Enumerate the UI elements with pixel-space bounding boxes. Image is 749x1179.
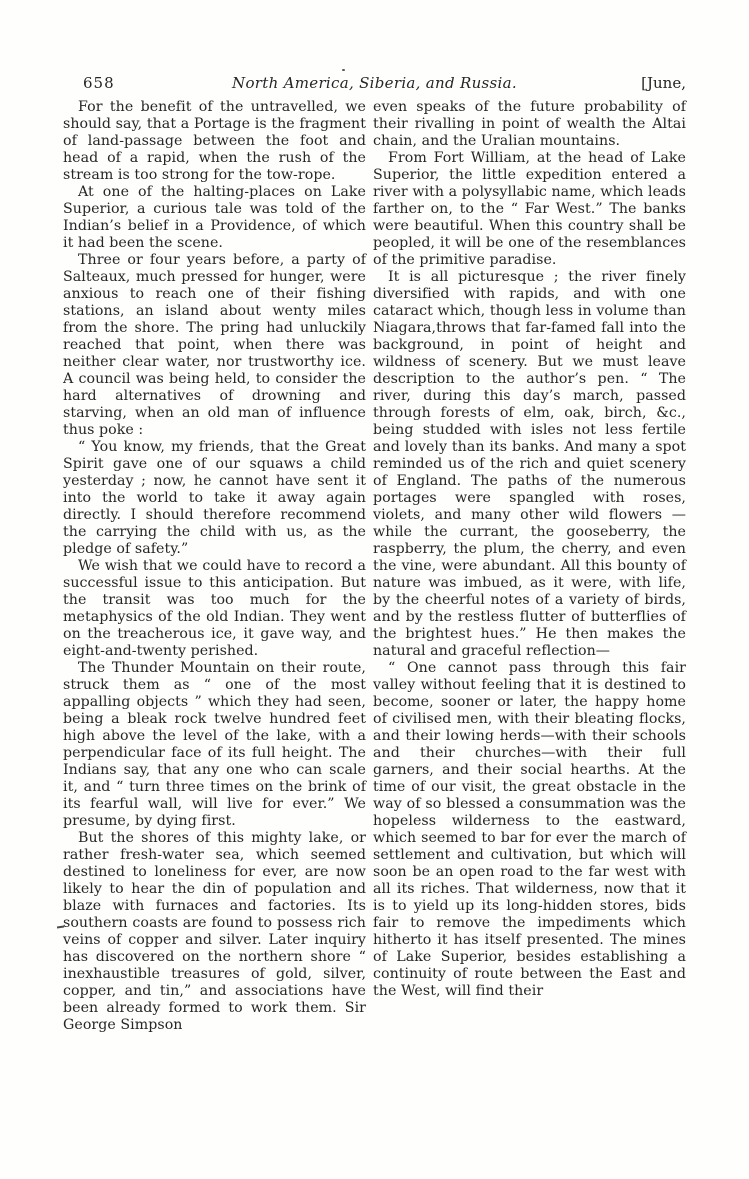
paragraph: We wish that we could have to record a successful issue to this anticipation. But the transit was too much for the metaphysics of the old Indian. They went on the treacherous ice, it gave way, and eight-and-twenty perished. <box>63 558 366 659</box>
left-column <box>63 99 366 1119</box>
paragraph: It is all picturesque ; the river finely diversified with rapids, and with one cataract which, though less in volume than Niagara,throws that far-famed fall into the background, in point of height and wildness of scenery. But we must leave description to the author’s pen. “ The river, during this day’s march, passed through forests of elm, oak, birch, &c., being studded with isles not less fertile and lovely than its banks. And many a spot reminded us of the rich and quiet scenery of England. The paths of the numerous portages were spangled with roses, violets, and many other wild flowers —while the currant, the gooseberry, the raspberry, the plum, the cherry, and even the vine, were abundant. All this bounty of nature was imbued, as it were, with life, by the cheerful notes of a variety of birds, and by the restless flutter of butterflies of the brightest hues.” He then makes the natural and graceful reflection— <box>373 269 686 659</box>
paragraph-continuation: even speaks of the future probability of their rivalling in point of wealth the Altai chain, and the Uralian mountains. <box>373 99 686 149</box>
running-title: North America, Siberia, and Russia. <box>232 74 517 92</box>
scan-speck <box>342 69 345 71</box>
paragraph: At one of the halting-places on Lake Superior, a curious tale was told of the Indian’s belief in a Providence, of which it had been the scene. <box>63 184 366 251</box>
right-column <box>373 99 686 1119</box>
page-header <box>63 74 686 94</box>
paragraph: Three or four years before, a party of Salteaux, much pressed for hunger, were anxious to reach one of their fishing stations, an island about wenty miles from the shore. The pring had unluckily reached that point, when there was neither clear water, nor trustworthy ice. A council was being held, to consider the hard alternatives of drowning and starving, when an old man of influence thus poke : <box>63 252 366 438</box>
page-number: 658 <box>83 74 115 92</box>
text-columns <box>63 99 686 1119</box>
paragraph: The Thunder Mountain on their route, struck them as “ one of the most appalling objects ” which they had seen, being a bleak rock twelve hundred feet high above the level of the lake, with a perpendicular face of its full height. The Indians say, that any one who can scale it, and “ turn three times on the brink of its fearful wall, will live for ever.” We presume, by dying first. <box>63 660 366 829</box>
paragraph: “ One cannot pass through this fair valley without feeling that it is destined to become, sooner or later, the happy home of civilised men, with their bleating flocks, and their lowing herds—with their schools and their churches—with their full garners, and their social hearths. At the time of our visit, the great obstacle in the way of so blessed a consummation was the hopeless wilderness to the eastward, which seemed to bar for ever the march of settlement and cultivation, but which will soon be an open road to the far west with all its riches. That wilderness, now that it is to yield up its long-hidden stores, bids fair to remove the impediments which hitherto it has itself presented. The mines of Lake Superior, besides establishing a continuity of route between the East and the West, will find their <box>373 660 686 999</box>
paragraph: From Fort William, at the head of Lake Superior, the little expedition entered a river with a polysyllabic name, which leads farther on, to the “ Far West.” The banks were beautiful. When this country shall be peopled, it will be one of the resemblances of the primitive paradise. <box>373 150 686 268</box>
paragraph: For the benefit of the untravelled, we should say, that a Portage is the fragment of land-passage between the foot and head of a rapid, when the rush of the stream is too strong for the tow-rope. <box>63 99 366 183</box>
issue-date-marker: [June, <box>641 74 686 92</box>
paragraph: “ You know, my friends, that the Great Spirit gave one of our squaws a child yesterday ; now, he cannot have sent it into the world to take it away again directly. I should therefore recommend the carrying the child with us, as the pledge of safety.” <box>63 439 366 557</box>
paragraph: But the shores of this mighty lake, or rather fresh-water sea, which seemed destined to loneliness for ever, are now likely to hear the din of population and blaze with furnaces and factories. Its southern coasts are found to possess rich veins of copper and silver. Later inquiry has discovered on the northern shore “ inexhaustible treasures of gold, silver, copper, and tin,” and associations have been already formed to work them. Sir George Simpson <box>63 830 366 1033</box>
